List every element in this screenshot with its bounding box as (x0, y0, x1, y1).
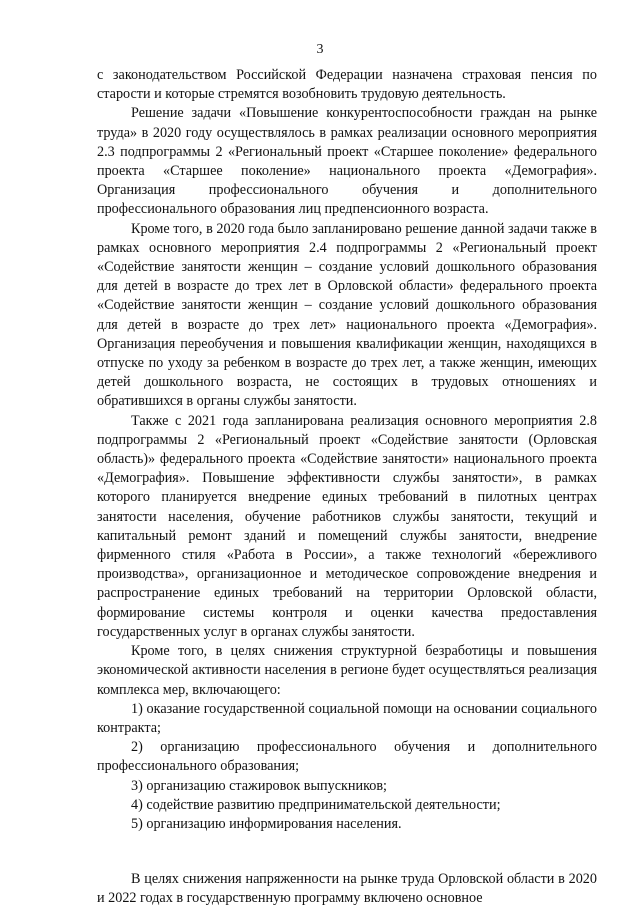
list-item-informing: 5) организацию информирования населения. (131, 815, 402, 832)
page-number: 3 (316, 42, 324, 57)
document-body (97, 66, 597, 909)
list-item-social-aid: 1) оказание государственной социальной помощи на основании социального контракта; (97, 700, 597, 736)
paragraph-measures-intro: Кроме того, в целях снижения структурной безработицы и повышения экономической активности населения в регионе будет осуществляться реализация комплекса мер, включающего: (97, 643, 597, 698)
list-item-training: 2) организацию профессионального обучения и дополнительного профессионального образования; (97, 739, 597, 775)
paragraph-women-employment: Кроме того, в 2020 года было запланировано решение данной задачи также в рамках основного мероприятия 2.4 подпрограммы 2 «Региональный проект «Содействие занятости женщин – создание условий дошкольного образования для детей в возрасте до трех лет в Орловской области» федерального проекта «Содействие занятости женщин – создание условий дошкольного образования для детей в возрасте до трех лет» национального проекта «Демография». Организация переобучения и повышения квалификации женщин, находящихся в отпуске по уходу за ребенком в возрасте до трех лет, а также женщин, имеющих детей дошкольного возраста, не состоящих в трудовых отношениях и обратившихся в органы службы занятости. (97, 220, 597, 410)
paragraph-continuation: с законодательством Российской Федерации назначена страховая пенсия по старости и которые стремятся возобновить трудовую деятельность. (97, 67, 597, 103)
list-item-entrepreneurship: 4) содействие развитию предпринимательской деятельности; (131, 796, 501, 813)
list-item-internships: 3) организацию стажировок выпускников; (131, 777, 387, 794)
paragraph-employment-service: Также с 2021 года запланирована реализация основного мероприятия 2.8 подпрограммы 2 «Региональный проект «Содействие занятости (Орловская область)» федерального проекта «Содействие занятости» национального проекта «Демография». Повышение эффективности службы занятости», в рамках которого планируется внедрение единых требований в пилотных центрах занятости населения, обучение работников службы занятости, текущий и капитальный ремонт зданий и помещений службы занятости, внедрение фирменного стиля «Работа в России», а также технологий «бережливого производства», организационное и методическое сопровождение внедрения и распространение единых требований на территории Орловской области, формирование системы контроля и оценки качества предоставления государственных услуг в органах службы занятости. (97, 412, 597, 640)
paragraph-gap (97, 834, 597, 870)
paragraph-final: В целях снижения напряженности на рынке труда Орловской области в 2020 и 2022 годах в государственную программу включено основное (97, 871, 597, 907)
paragraph-competitiveness: Решение задачи «Повышение конкурентоспособности граждан на рынке труда» в 2020 году осуществлялось в рамках реализации основного мероприятия 2.3 подпрограммы 2 «Региональный проект «Старшее поколение» федерального проекта «Старшее поколение» национального проекта «Демография». Организация профессионального обучения и дополнительного профессионального образования лиц предпенсионного возраста. (97, 105, 597, 218)
